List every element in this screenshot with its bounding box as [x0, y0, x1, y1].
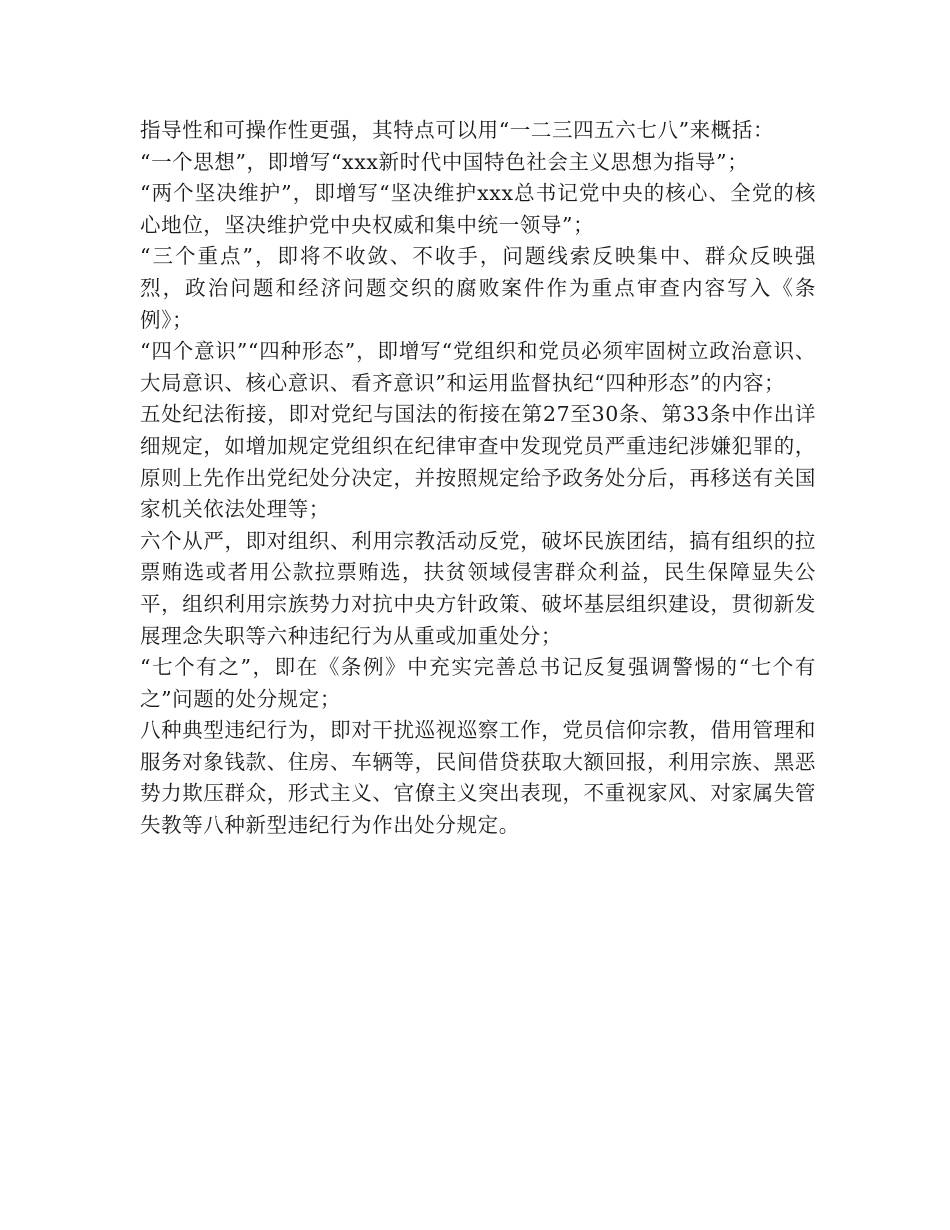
- paragraph-intro: 指导性和可操作性更强，其特点可以用“一二三四五六七八”来概括：: [140, 118, 775, 142]
- paragraph-six-strict: 六个从严，即对组织、利用宗教活动反党，破坏民族团结，搞有组织的拉票贿选或者用公款拉票贿选，扶贫领域侵害群众利益，民生保障显失公平，组织利用宗族势力对抗中央方针政策、破坏基层组织建设，贯彻新发展理念失职等六种违纪行为从重或加重处分；: [140, 528, 816, 648]
- paragraph-four-consciousness: “四个意识”“四种形态”，即增写“党组织和党员必须牢固树立政治意识、大局意识、核心意识、看齐意识”和运用监督执纪“四种形态”的内容；: [140, 339, 816, 395]
- paragraph-five-links: 五处纪法衔接，即对党纪与国法的衔接在第27至30条、第33条中作出详细规定，如增加规定党组织在纪律审查中发现党员严重违纪涉嫌犯罪的，原则上先作出党纪处分决定，并按照规定给予政务处分后，再移送有关国家机关依法处理等；: [140, 402, 816, 522]
- paragraph-two-safeguards: “两个坚决维护”，即增写“坚决维护xxx总书记党中央的核心、全党的核心地位，坚决维护党中央权威和集中统一领导”；: [140, 181, 816, 237]
- paragraph-one-thought: “一个思想”，即增写“xxx新时代中国特色社会主义思想为指导”；: [140, 149, 749, 174]
- paragraph-eight-violations: 八种典型违纪行为，即对干扰巡视巡察工作，党员信仰宗教，借用管理和服务对象钱款、住房、车辆等，民间借贷获取大额回报，利用宗族、黑恶势力欺压群众，形式主义、官僚主义突出表现，不重视家风、对家属失管失教等八种新型违纪行为作出处分规定。: [140, 718, 816, 838]
- document-body: [140, 115, 816, 842]
- paragraph-three-priorities: “三个重点”，即将不收敛、不收手，问题线索反映集中、群众反映强烈，政治问题和经济问题交织的腐败案件作为重点审查内容写入《条例》；: [140, 244, 816, 332]
- paragraph-seven-types: “七个有之”，即在《条例》中充实完善总书记反复强调警惕的“七个有之”问题的处分规定；: [140, 655, 816, 711]
